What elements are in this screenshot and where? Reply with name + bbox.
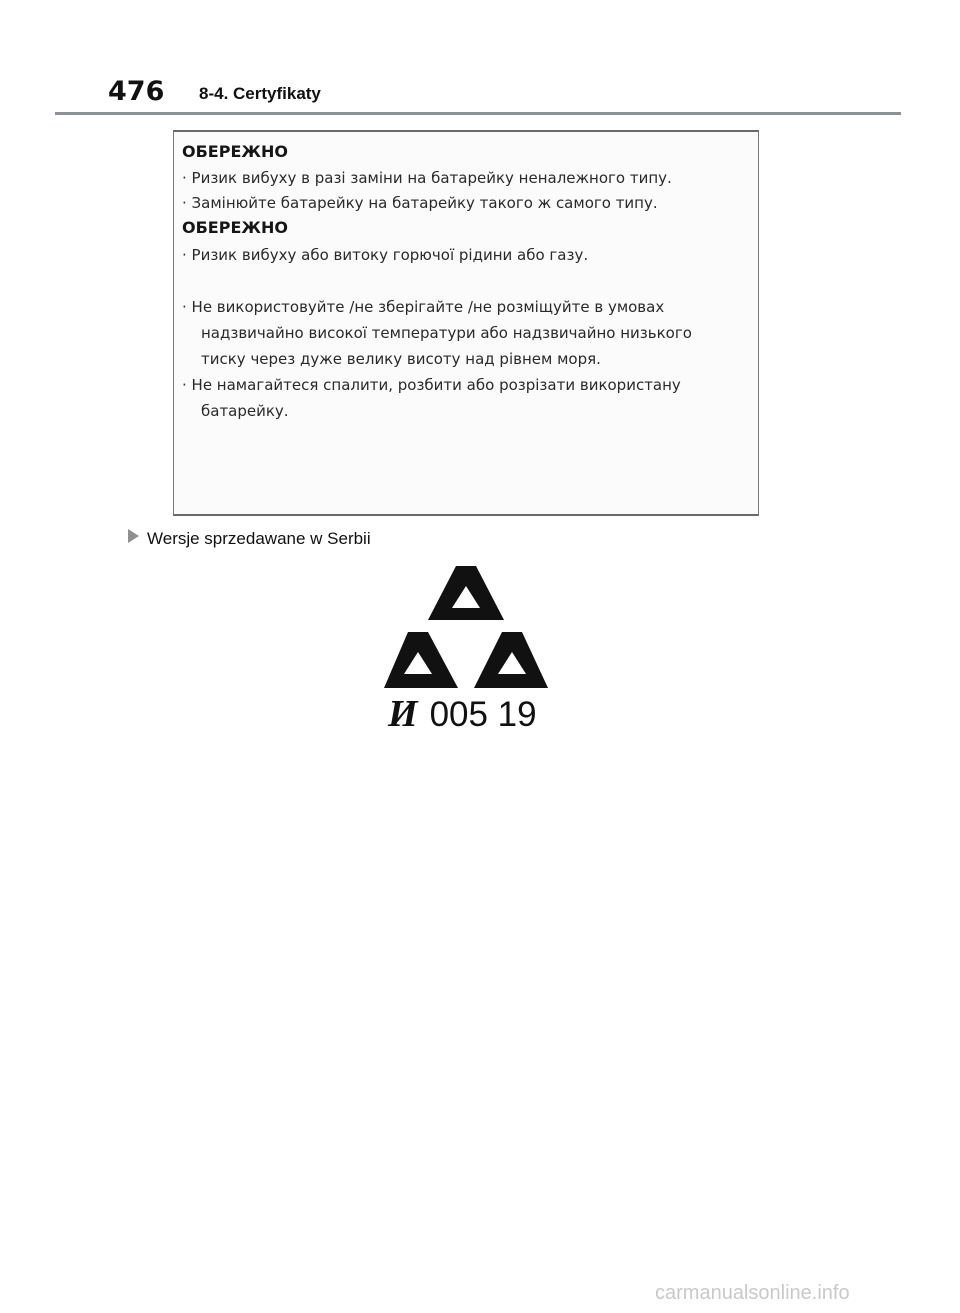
warning-line: · Не використовуйте /не зберігайте /не розміщуйте в умовах bbox=[182, 298, 665, 316]
warning-line: · Не намагайтеся спалити, розбити або розрізати використану bbox=[182, 376, 681, 394]
subsection-label: Wersje sprzedawane w Serbii bbox=[147, 529, 371, 548]
warning-box bbox=[173, 130, 759, 516]
certification-triangle-right bbox=[474, 632, 548, 688]
warning-line: тиску через дуже велику висоту над рівнем моря. bbox=[201, 350, 601, 368]
warning-heading: ОБЕРЕЖНО bbox=[182, 218, 288, 237]
page-number: 476 bbox=[108, 76, 165, 107]
certification-number: 005 19 bbox=[429, 695, 537, 734]
certification-letter: И bbox=[388, 693, 418, 735]
triangle-bullet-icon bbox=[128, 529, 139, 543]
warning-line: надзвичайно високої температури або надзвичайно низького bbox=[201, 324, 692, 342]
certification-triangle-top bbox=[428, 566, 504, 620]
warning-line: батарейку. bbox=[201, 402, 289, 420]
header-divider bbox=[55, 112, 901, 115]
certification-triangle-left bbox=[384, 632, 458, 688]
warning-line: · Ризик вибуху або витоку горючої рідини або газу. bbox=[182, 246, 589, 264]
warning-line: · Замінюйте батарейку на батарейку такого ж самого типу. bbox=[182, 194, 658, 212]
warning-heading: ОБЕРЕЖНО bbox=[182, 142, 288, 161]
section-title: 8-4. Certyfikaty bbox=[199, 84, 321, 103]
certification-code bbox=[388, 694, 537, 734]
warning-line: · Ризик вибуху в разі заміни на батарейку неналежного типу. bbox=[182, 169, 672, 187]
subsection-heading bbox=[128, 529, 371, 549]
watermark: carmanualsonline.info bbox=[655, 1282, 850, 1304]
